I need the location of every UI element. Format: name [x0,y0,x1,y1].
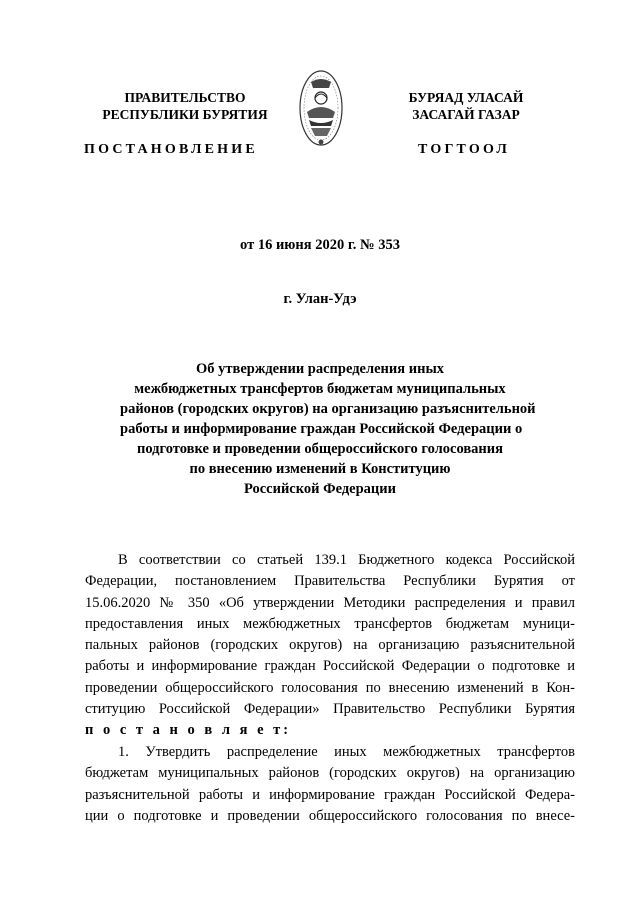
paragraph-line: 1. Утвердить распределение иных межбюджетных трансфертов [118,744,575,760]
government-name-buryat [346,89,586,123]
preamble-paragraph [85,550,575,742]
title-line: районов (городских округов) на организацию разъяснительной [120,401,536,417]
title-line: по внесению изменений в Конституцию [189,461,451,477]
paragraph-line: бюджетам муниципальных районов (городских округов) на организацию [85,765,575,782]
document-kind-buryat: ТОГТООЛ [418,142,511,157]
paragraph-line: Федерации, постановлением Правительства Республики Бурятия от [85,573,575,590]
title-line: Об утверждении распределения иных [195,361,445,377]
paragraph-line: предоставления иных межбюджетных трансфертов бюджетам муници- [85,615,575,632]
document-title [120,359,536,499]
header-left-line: РЕСПУБЛИКИ БУРЯТИЯ [102,107,268,122]
item-1-paragraph [85,742,575,827]
government-name-russian [60,89,310,123]
paragraph-line: 15.06.2020 № 350 «Об утверждении Методики распределения и правил [85,594,575,611]
title-line: межбюджетных трансфертов бюджетам муниципальных [134,381,506,397]
paragraph-line: В соответствии со статьей 139.1 Бюджетного кодекса Российской [118,552,575,568]
decree-word: п о с т а н о в л я е т: [85,722,292,739]
header-right-line: ЗАСАГАЙ ГАЗАР [412,107,520,122]
document-date-number: от 16 июня 2020 г. № 353 [240,237,400,253]
title-line: работы и информирование граждан Российской Федерации о [120,421,523,437]
paragraph-line: ституцию Российской Федерации» Правительство Республики Бурятия [85,701,575,718]
coat-of-arms-emblem-icon [297,68,345,148]
paragraph-line: разъяснительной работы и информирование граждан Российской Федера- [85,786,575,803]
title-line: Российской Федерации [243,481,396,497]
document-city: г. Улан-Удэ [283,291,357,307]
paragraph-line: пальных районов (городских округов) на организацию разъяснительной [85,637,575,654]
paragraph-line: работы и информирование граждан Российской Федерации о подготовке и [85,658,575,675]
header-left-line: ПРАВИТЕЛЬСТВО [124,90,246,105]
paragraph-line: проведении общероссийского голосования по внесению изменений в Кон- [85,679,575,696]
header-right-line: БУРЯАД УЛАСАЙ [408,90,524,105]
document-kind-russian: ПОСТАНОВЛЕНИЕ [84,142,258,157]
title-line: подготовке и проведении общероссийского голосования [137,441,503,457]
paragraph-line: ции о подготовке и проведении общероссийского голосования по внесе- [85,807,575,824]
